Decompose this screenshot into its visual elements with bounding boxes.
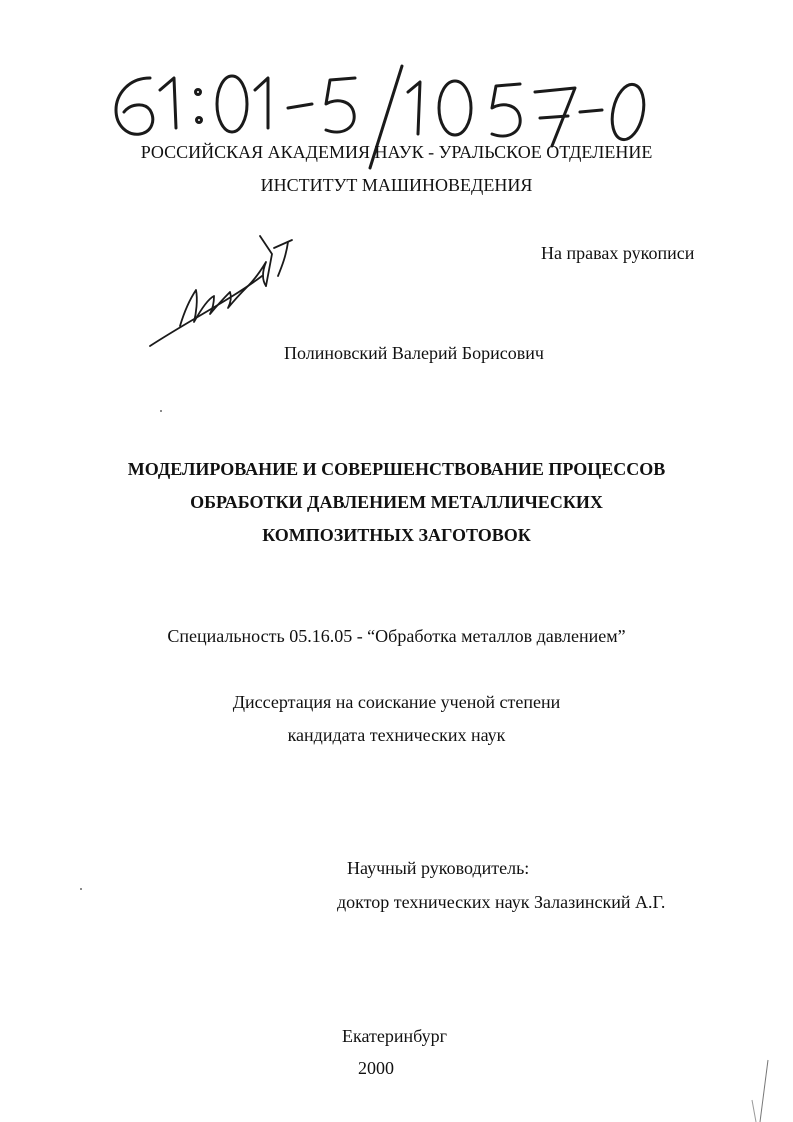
title-line-2: ОБРАБОТКИ ДАВЛЕНИЕМ МЕТАЛЛИЧЕСКИХ bbox=[190, 492, 603, 512]
specialty-line: Специальность 05.16.05 - “Обработка металлов давлением” bbox=[167, 626, 626, 646]
city: Екатеринбург bbox=[342, 1026, 447, 1046]
institute-header: ИНСТИТУТ МАШИНОВЕДЕНИЯ bbox=[260, 175, 533, 195]
title-line-3: КОМПОЗИТНЫХ ЗАГОТОВОК bbox=[262, 525, 531, 545]
academy-header: РОССИЙСКАЯ АКАДЕМИЯ НАУК - УРАЛЬСКОЕ ОТДЕЛЕНИЕ bbox=[140, 142, 653, 162]
supervisor-name: доктор технических наук Залазинский А.Г. bbox=[337, 892, 666, 912]
dissertation-line-1: Диссертация на соискание ученой степени bbox=[232, 692, 561, 712]
supervisor-label: Научный руководитель: bbox=[347, 858, 530, 878]
author-name: Полиновский Валерий Борисович bbox=[284, 343, 544, 363]
title-line-1: МОДЕЛИРОВАНИЕ И СОВЕРШЕНСТВОВАНИЕ ПРОЦЕССОВ bbox=[127, 459, 666, 479]
manuscript-note: На правах рукописи bbox=[541, 243, 695, 263]
year: 2000 bbox=[358, 1058, 394, 1078]
dissertation-line-2: кандидата технических наук bbox=[287, 725, 506, 745]
